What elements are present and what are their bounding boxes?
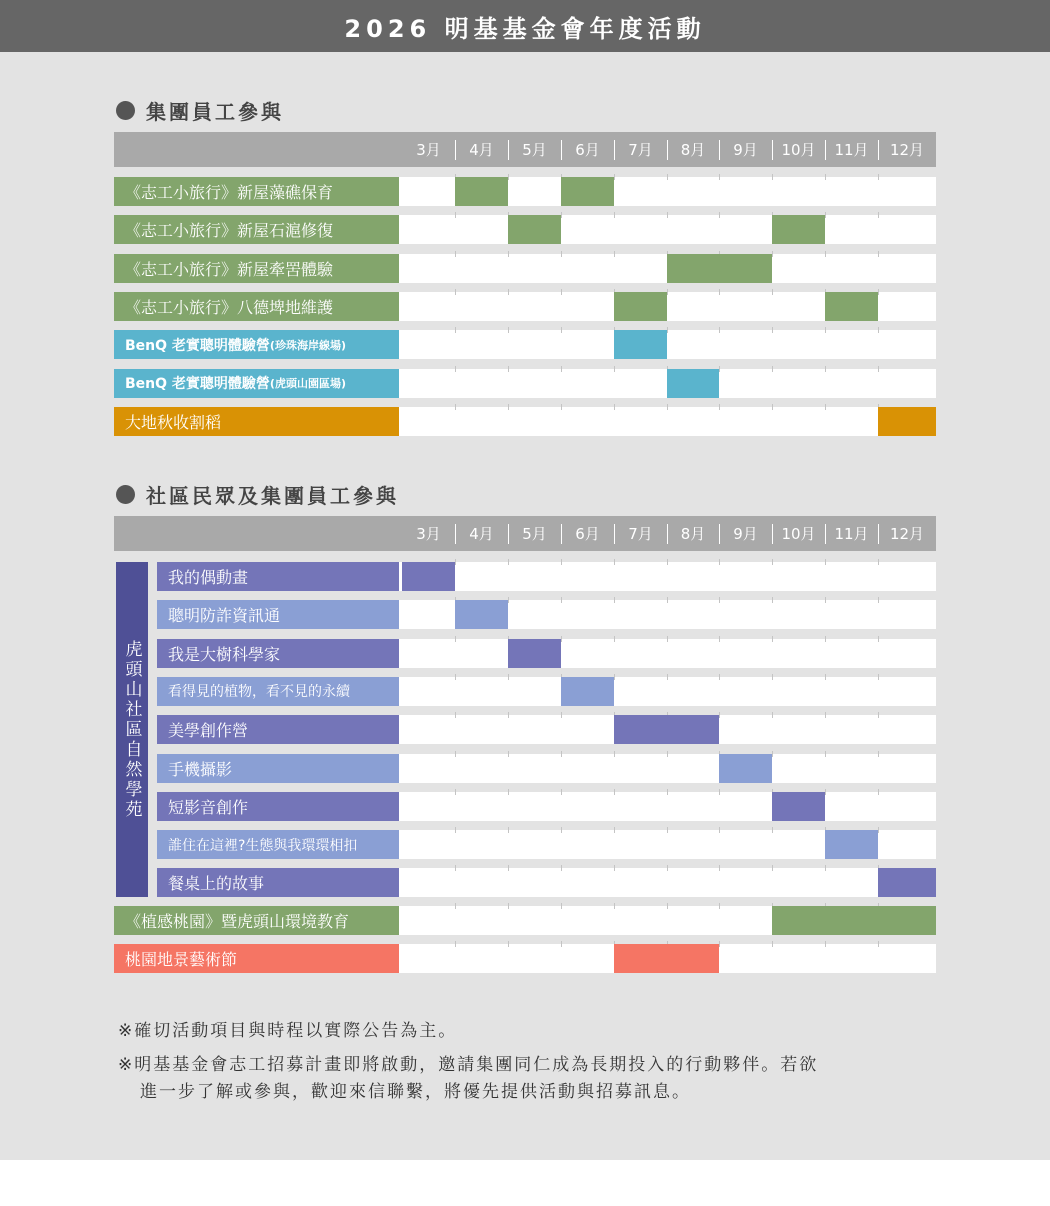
bullet-icon (116, 485, 135, 504)
grid-tick (772, 174, 773, 180)
month-label: 11月 (834, 141, 869, 159)
grid-tick (667, 751, 668, 757)
grid-tick (772, 251, 773, 257)
activity-label-text: 手機攝影 (168, 759, 233, 779)
grid-tick (614, 636, 615, 642)
grid-tick (508, 366, 509, 372)
grid-tick (825, 327, 826, 333)
grid-tick (561, 865, 562, 871)
activity-label-text: 我是大樹科學家 (168, 644, 281, 664)
schedule-cell-6 (561, 677, 614, 706)
month-divider (772, 524, 773, 544)
grid-tick (719, 789, 720, 795)
activity-label (157, 792, 399, 821)
note-2-line-b: 進一步了解或參與，歡迎來信聯繫，將優先提供活動與招募訊息。 (140, 1082, 691, 1102)
schedule-cell-8 (667, 715, 719, 744)
grid-tick (561, 251, 562, 257)
schedule-cell-12 (878, 407, 936, 436)
grid-tick (455, 212, 456, 218)
grid-tick (825, 941, 826, 947)
grid-tick (825, 212, 826, 218)
activity-label (157, 754, 399, 783)
grid-tick (667, 865, 668, 871)
month-divider (561, 140, 562, 160)
grid-tick (772, 366, 773, 372)
activity-label-text: 《志工小旅行》新屋石滬修復 (125, 221, 334, 241)
grid-tick (825, 636, 826, 642)
activity-label (114, 215, 399, 244)
grid-tick (667, 327, 668, 333)
activity-label-text: 《志工小旅行》新屋牽罟體驗 (125, 259, 334, 279)
activity-label-text: 餐桌上的故事 (168, 874, 265, 894)
grid-tick (878, 827, 879, 833)
grid-tick (825, 751, 826, 757)
activity-label (114, 369, 399, 398)
grid-tick (614, 903, 615, 909)
grid-tick (614, 251, 615, 257)
month-divider (508, 140, 509, 160)
month-header-1 (114, 132, 936, 167)
grid-tick (455, 941, 456, 947)
grid-tick (667, 404, 668, 410)
grid-tick (878, 636, 879, 642)
schedule-cell-12 (878, 906, 936, 935)
timeline-track (399, 754, 936, 783)
schedule-cell-10 (772, 215, 825, 244)
grid-tick (455, 559, 456, 565)
schedule-cell-7 (614, 715, 667, 744)
grid-tick (614, 597, 615, 603)
activity-label-text: 美學創作營 (168, 721, 249, 741)
grid-tick (455, 751, 456, 757)
grid-tick (772, 865, 773, 871)
grid-tick (508, 174, 509, 180)
grid-tick (561, 636, 562, 642)
grid-tick (455, 712, 456, 718)
page-title: 2026 明基基金會年度活動 (0, 0, 1050, 52)
grid-tick (614, 865, 615, 871)
grid-tick (719, 941, 720, 947)
activity-label-text: BenQ 老實聰明體驗營 (125, 337, 270, 354)
grid-tick (561, 559, 562, 565)
schedule-cell-11 (825, 830, 878, 859)
section1-title: 集團員工參與 (146, 99, 284, 124)
grid-tick (719, 827, 720, 833)
grid-tick (455, 789, 456, 795)
schedule-cell-8 (667, 944, 719, 973)
grid-tick (561, 751, 562, 757)
schedule-cell-5 (508, 639, 561, 668)
activity-label (157, 868, 399, 897)
grid-tick (614, 404, 615, 410)
grid-tick (878, 751, 879, 757)
activity-label (114, 330, 399, 359)
month-divider (667, 524, 668, 544)
grid-tick (772, 751, 773, 757)
grid-tick (719, 289, 720, 295)
grid-tick (667, 636, 668, 642)
grid-tick (667, 212, 668, 218)
grid-tick (508, 789, 509, 795)
month-divider (508, 524, 509, 544)
grid-tick (561, 366, 562, 372)
grid-tick (772, 712, 773, 718)
grid-tick (878, 289, 879, 295)
section1-heading (116, 97, 284, 123)
grid-tick (455, 827, 456, 833)
grid-tick (878, 174, 879, 180)
month-divider (878, 140, 879, 160)
month-label: 8月 (680, 525, 706, 543)
schedule-panel (0, 52, 1050, 1160)
activity-label (157, 677, 399, 706)
grid-tick (878, 327, 879, 333)
timeline-track (399, 868, 936, 897)
activity-label-text: 我的偶動畫 (168, 568, 249, 587)
month-label: 7月 (628, 141, 653, 159)
grid-tick (719, 559, 720, 565)
activity-label-venue: (虎頭山園區場) (269, 377, 346, 390)
grid-tick (719, 636, 720, 642)
grid-tick (561, 712, 562, 718)
grid-tick (878, 366, 879, 372)
activity-label-venue: (珍珠海岸線場) (269, 338, 346, 352)
grid-tick (614, 212, 615, 218)
grid-tick (508, 751, 509, 757)
bullet-icon (116, 101, 135, 120)
activity-label-text: 大地秋收割稻 (125, 412, 222, 432)
activity-label (157, 600, 399, 629)
grid-tick (455, 636, 456, 642)
grid-tick (561, 941, 562, 947)
section2-title: 社區民眾及集團員工參與 (146, 483, 399, 508)
month-label: 11月 (834, 525, 869, 543)
activity-label (114, 944, 399, 973)
grid-tick (508, 865, 509, 871)
month-divider (614, 140, 615, 160)
grid-tick (455, 674, 456, 680)
grid-tick (455, 289, 456, 295)
month-label: 12月 (889, 141, 925, 159)
activity-label (114, 177, 399, 206)
grid-tick (667, 597, 668, 603)
grid-tick (878, 712, 879, 718)
activity-label (114, 906, 399, 935)
month-divider (719, 524, 720, 544)
month-divider (455, 524, 456, 544)
grid-tick (561, 327, 562, 333)
schedule-cell-10 (772, 906, 825, 935)
grid-tick (719, 404, 720, 410)
grid-tick (878, 559, 879, 565)
timeline-track (399, 639, 936, 668)
grid-tick (455, 404, 456, 410)
grid-tick (508, 827, 509, 833)
grid-tick (719, 597, 720, 603)
grid-tick (508, 289, 509, 295)
month-divider (878, 524, 879, 544)
group-label-hutoushan: 虎頭山社區自然學苑 (116, 562, 148, 897)
grid-tick (455, 251, 456, 257)
grid-tick (719, 366, 720, 372)
month-label: 3月 (416, 525, 441, 543)
month-label: 6月 (575, 141, 600, 159)
grid-tick (508, 327, 509, 333)
grid-tick (561, 212, 562, 218)
timeline-track (399, 562, 936, 591)
month-divider (772, 140, 773, 160)
grid-tick (878, 674, 879, 680)
schedule-cell-6 (561, 177, 614, 206)
grid-tick (561, 597, 562, 603)
grid-tick (508, 903, 509, 909)
grid-tick (825, 674, 826, 680)
schedule-cell-8 (667, 369, 719, 398)
schedule-cell-9 (719, 754, 772, 783)
section2-heading (116, 481, 399, 507)
grid-tick (772, 327, 773, 333)
grid-tick (772, 559, 773, 565)
month-label: 10月 (781, 141, 816, 159)
grid-tick (508, 941, 509, 947)
grid-tick (825, 404, 826, 410)
activity-label-text: 短影音創作 (168, 797, 249, 817)
schedule-cell-11 (825, 292, 878, 321)
activity-label (157, 830, 399, 859)
month-label: 8月 (680, 141, 706, 159)
activity-label-text: 《志工小旅行》新屋藻礁保育 (125, 183, 334, 202)
grid-tick (878, 212, 879, 218)
timeline-track (399, 677, 936, 706)
schedule-cell-11 (825, 906, 878, 935)
month-label: 10月 (781, 525, 816, 543)
timeline-track (399, 792, 936, 821)
schedule-cell-4 (455, 177, 508, 206)
month-divider (455, 140, 456, 160)
month-label: 4月 (469, 141, 494, 159)
grid-tick (825, 559, 826, 565)
grid-tick (667, 903, 668, 909)
grid-tick (508, 559, 509, 565)
grid-tick (772, 827, 773, 833)
grid-tick (561, 827, 562, 833)
activity-label (157, 562, 399, 591)
grid-tick (667, 559, 668, 565)
activity-label-text: BenQ 老實聰明體驗營 (125, 376, 270, 392)
activity-label-text: 《植感桃園》暨虎頭山環境教育 (125, 912, 350, 931)
grid-tick (719, 712, 720, 718)
grid-tick (508, 251, 509, 257)
schedule-cell-7 (614, 330, 667, 359)
grid-tick (667, 789, 668, 795)
grid-tick (825, 865, 826, 871)
grid-tick (614, 827, 615, 833)
grid-tick (772, 597, 773, 603)
schedule-cell-7 (614, 292, 667, 321)
schedule-cell-8 (667, 254, 719, 283)
grid-tick (614, 674, 615, 680)
grid-tick (561, 789, 562, 795)
month-label: 3月 (416, 141, 441, 159)
grid-tick (825, 712, 826, 718)
activity-label (114, 407, 399, 436)
note-1: ※確切活動項目與時程以實際公告為主。 (118, 1021, 458, 1041)
grid-tick (878, 251, 879, 257)
grid-tick (719, 865, 720, 871)
grid-tick (614, 174, 615, 180)
grid-tick (825, 366, 826, 372)
month-divider (719, 140, 720, 160)
grid-tick (719, 174, 720, 180)
month-label: 9月 (733, 525, 758, 543)
month-divider (825, 140, 826, 160)
activity-label-text: 誰住在這裡?生態與我環環相扣 (168, 837, 358, 854)
grid-tick (719, 212, 720, 218)
schedule-cell-10 (772, 792, 825, 821)
grid-tick (561, 404, 562, 410)
month-label: 4月 (469, 525, 494, 543)
grid-tick (719, 903, 720, 909)
activity-label (157, 639, 399, 668)
month-label: 9月 (733, 141, 758, 159)
grid-tick (508, 597, 509, 603)
grid-tick (455, 903, 456, 909)
month-label: 5月 (522, 141, 547, 159)
grid-tick (772, 941, 773, 947)
schedule-cell-3 (402, 562, 455, 591)
month-divider (667, 140, 668, 160)
grid-tick (719, 674, 720, 680)
grid-tick (667, 174, 668, 180)
month-header-2 (114, 516, 936, 551)
activity-label-text: 看得見的植物，看不見的永續 (168, 684, 350, 701)
timeline-track (399, 407, 936, 436)
note-2 (118, 1052, 948, 1106)
schedule-cell-7 (614, 944, 667, 973)
grid-tick (508, 712, 509, 718)
schedule-cell-5 (508, 215, 561, 244)
grid-tick (614, 366, 615, 372)
activity-label-text: 《志工小旅行》八德埤地維護 (125, 297, 334, 317)
grid-tick (455, 366, 456, 372)
timeline-track (399, 330, 936, 359)
month-divider (561, 524, 562, 544)
activity-label (114, 254, 399, 283)
grid-tick (455, 865, 456, 871)
month-label: 6月 (575, 525, 600, 543)
grid-tick (772, 404, 773, 410)
grid-tick (825, 597, 826, 603)
grid-tick (878, 597, 879, 603)
grid-tick (719, 327, 720, 333)
grid-tick (878, 789, 879, 795)
grid-tick (561, 289, 562, 295)
grid-tick (825, 251, 826, 257)
grid-tick (667, 827, 668, 833)
schedule-cell-9 (719, 254, 772, 283)
grid-tick (772, 674, 773, 680)
grid-tick (772, 636, 773, 642)
grid-tick (561, 903, 562, 909)
month-label: 7月 (628, 525, 653, 543)
activity-label-text: 桃園地景藝術節 (125, 950, 238, 970)
activity-label (157, 715, 399, 744)
month-label: 5月 (522, 525, 547, 543)
activity-label-text: 聰明防詐資訊通 (168, 606, 281, 626)
timeline-track (399, 215, 936, 244)
grid-tick (508, 674, 509, 680)
grid-tick (667, 674, 668, 680)
month-divider (825, 524, 826, 544)
grid-tick (614, 789, 615, 795)
grid-tick (508, 404, 509, 410)
grid-tick (825, 789, 826, 795)
note-2-line-a: ※明基基金會志工招募計畫即將啟動，邀請集團同仁成為長期投入的行動夥伴。若欲 (118, 1055, 819, 1075)
activity-label (114, 292, 399, 321)
grid-tick (614, 559, 615, 565)
grid-tick (667, 289, 668, 295)
grid-tick (825, 174, 826, 180)
month-divider (614, 524, 615, 544)
grid-tick (455, 327, 456, 333)
grid-tick (772, 289, 773, 295)
grid-tick (614, 751, 615, 757)
schedule-cell-12 (878, 868, 936, 897)
grid-tick (878, 941, 879, 947)
month-label: 12月 (889, 525, 925, 543)
schedule-cell-4 (455, 600, 508, 629)
